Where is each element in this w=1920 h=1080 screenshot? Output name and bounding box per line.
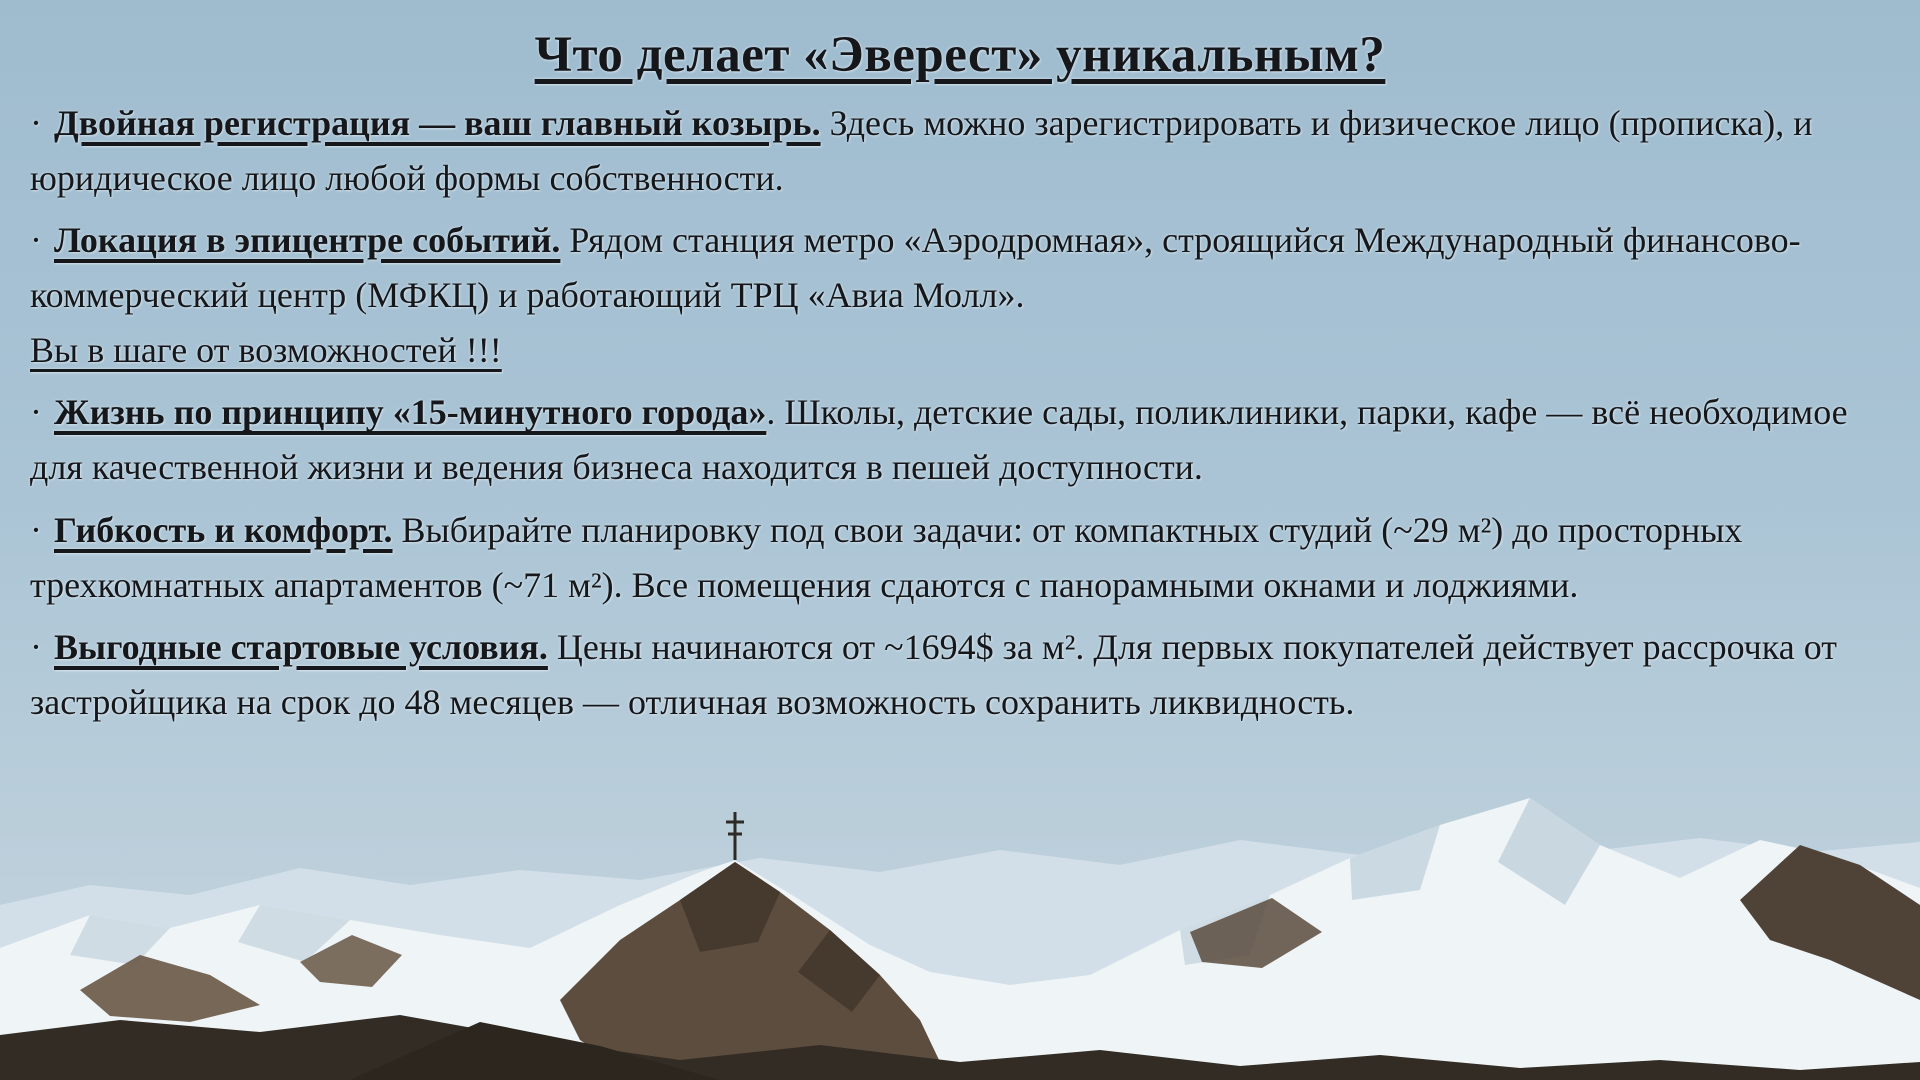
bullet-lead: Локация в эпицентре событий.	[54, 220, 561, 261]
bullet-text: Цены начинаются от ~1694$ за м². Для первых покупателей действует рассрочка от застройщика на срок до 48 месяцев — отличная возможность сохранить ликвидность.	[30, 626, 1837, 722]
bullet-text: Здесь можно зарегистрировать и физическое лицо (прописка), и юридическое лицо любой формы собственности.	[30, 103, 1813, 199]
bullet-text: Выбирайте планировку под свои задачи: от компактных студий (~29 м²) до просторных трехкомнатных апартаментов (~71 м²). Все помещения сдаются с панорамными окнами и лоджиями.	[30, 509, 1743, 605]
bullet-text: . Школы, детские сады, поликлиники, парки, кафе — всё необходимое для качественной жизни и ведения бизнеса находится в пешей доступности.	[30, 392, 1848, 488]
bullet-followup-line	[30, 323, 1890, 378]
bullet-lead: Двойная регистрация — ваш главный козырь.	[54, 103, 821, 143]
bullet-marker: ·	[30, 626, 42, 667]
bullet-dual-registration	[30, 96, 1890, 206]
bullet-marker: ·	[30, 509, 42, 550]
page-title: Что делает «Эверест» уникальным?	[534, 27, 1386, 83]
opportunities-tagline: Вы в шаге от возможностей !!!	[30, 330, 502, 371]
bullet-lead: Гибкость и комфорт.	[54, 509, 393, 550]
bullet-marker: ·	[30, 392, 42, 433]
bullet-location	[30, 213, 1890, 378]
bullet-text: Рядом станция метро «Аэродромная», строящийся Международный финансово-коммерческий центр (МФКЦ) и работающий ТРЦ «Авиа Молл».	[30, 220, 1801, 316]
bullet-lead: Жизнь по принципу «15-минутного города»	[54, 392, 767, 433]
bullet-marker: ·	[30, 103, 42, 143]
bullet-starting-terms	[30, 620, 1890, 730]
bullet-15-minute-city	[30, 385, 1890, 495]
bullet-marker: ·	[30, 220, 42, 261]
bullet-flexibility-comfort	[30, 503, 1890, 613]
bullet-lead: Выгодные стартовые условия.	[54, 626, 548, 667]
